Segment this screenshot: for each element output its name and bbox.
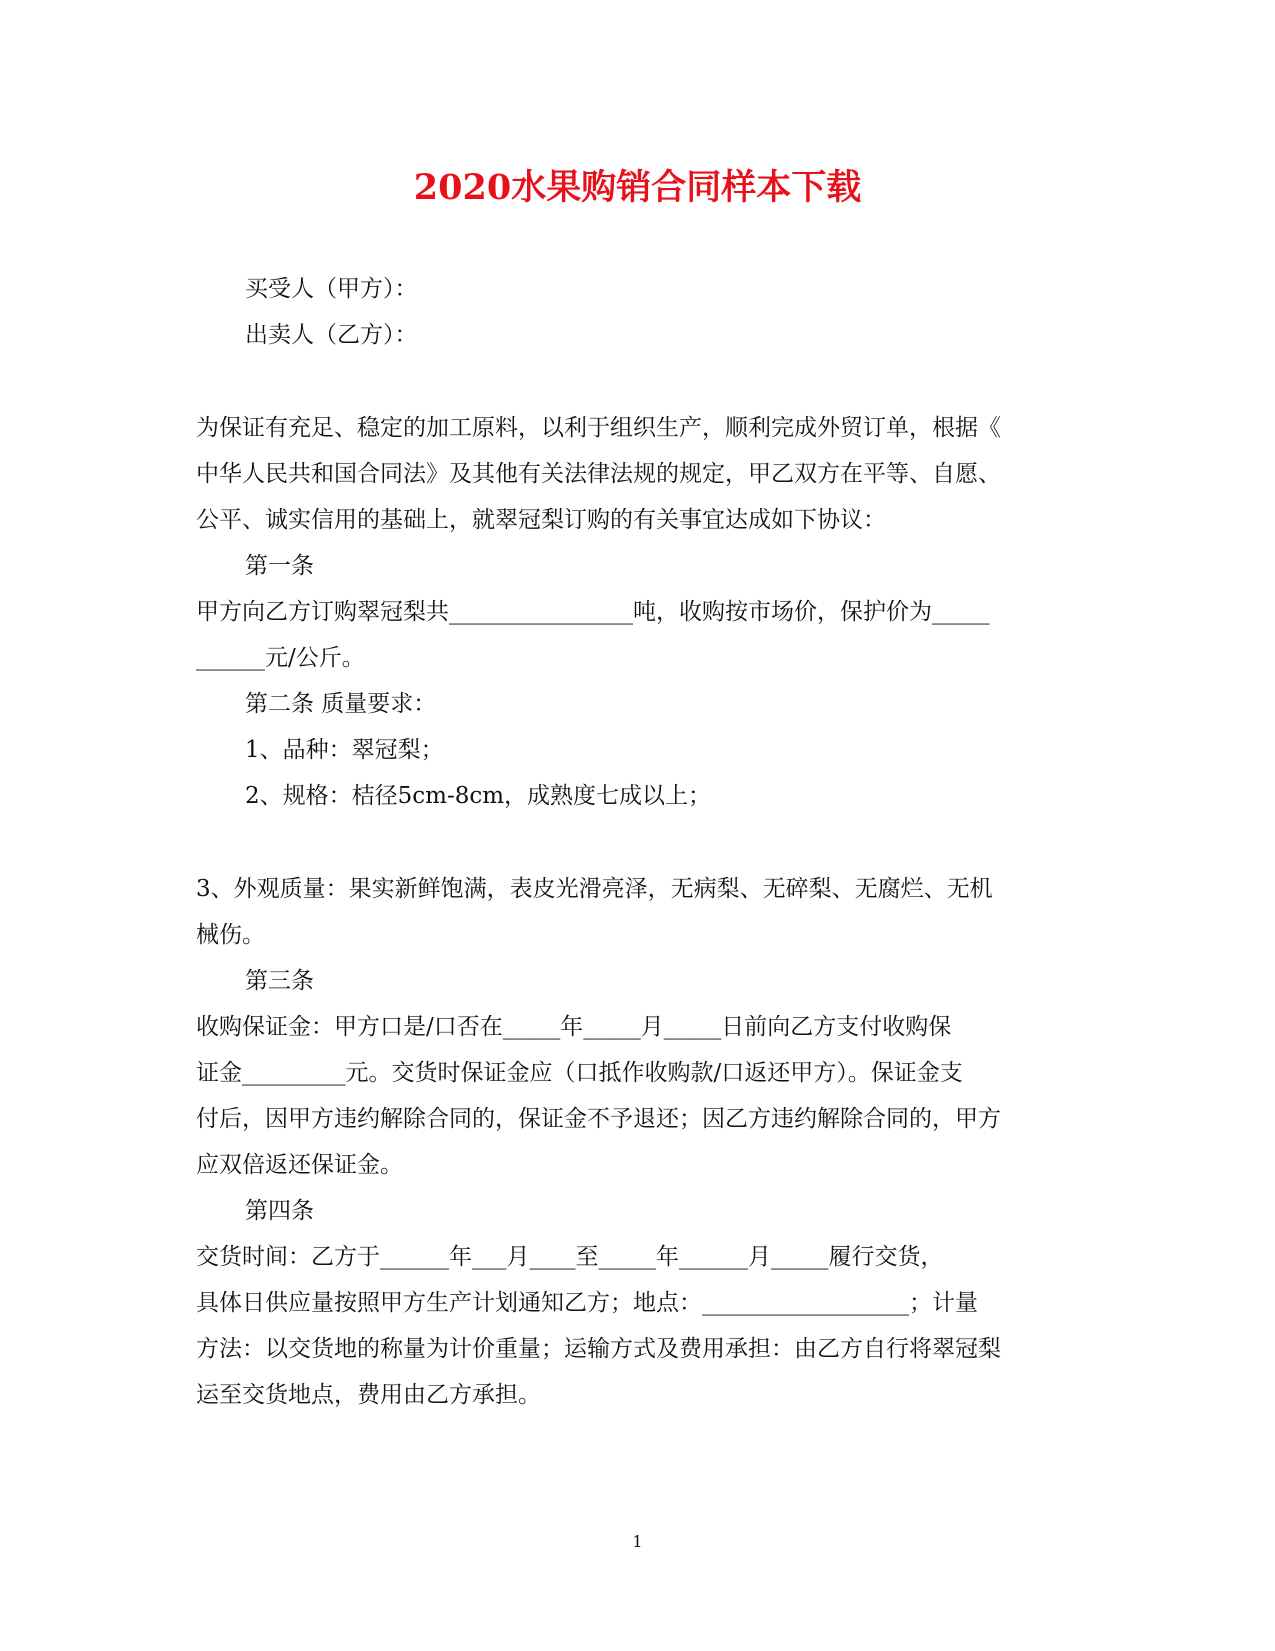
article-4-heading: 第四条 <box>245 1198 314 1224</box>
article-2-item-2: 2、规格：桔径5cm-8cm，成熟度七成以上； <box>245 783 712 809</box>
document-title: 2020水果购销合同样本下载 <box>413 167 862 208</box>
article-1-line-2: ______元/公斤。 <box>196 645 365 671</box>
preamble-line-2: 中华人民共和国合同法》及其他有关法律法规的规定，甲乙双方在平等、自愿、 <box>196 461 1001 487</box>
article-2-item-3-line-2: 械伤。 <box>196 922 265 948</box>
article-1-heading: 第一条 <box>245 553 314 579</box>
article-2-item-1: 1、品种：翠冠梨； <box>245 737 444 763</box>
article-3-heading: 第三条 <box>245 968 314 994</box>
page-number: 1 <box>632 1532 643 1551</box>
article-2-item-3-line-1: 3、外观质量：果实新鲜饱满，表皮光滑亮泽，无病梨、无碎梨、无腐烂、无机 <box>196 876 993 902</box>
seller-line: 出卖人（乙方）： <box>245 322 418 348</box>
article-4-line-3: 方法：以交货地的称量为计价重量；运输方式及费用承担：由乙方自行将翠冠梨 <box>196 1336 1001 1362</box>
article-3-line-3: 付后，因甲方违约解除合同的，保证金不予退还；因乙方违约解除合同的，甲方 <box>196 1106 1001 1132</box>
article-4-line-2: 具体日供应量按照甲方生产计划通知乙方；地点：__________________；计量 <box>196 1290 978 1316</box>
article-4-line-1: 交货时间：乙方于______年___月____至_____年______月_____履行交货， <box>196 1244 944 1270</box>
article-3-line-1: 收购保证金：甲方口是/口否在_____年_____月_____日前向乙方支付收购保 <box>196 1014 952 1040</box>
preamble-line-3: 公平、诚实信用的基础上，就翠冠梨订购的有关事宜达成如下协议： <box>196 507 886 533</box>
article-3-line-2: 证金_________元。交货时保证金应（口抵作收购款/口返还甲方）。保证金支 <box>196 1060 963 1086</box>
preamble-line-1: 为保证有充足、稳定的加工原料，以利于组织生产，顺利完成外贸订单，根据《 <box>196 415 1001 441</box>
article-3-line-4: 应双倍返还保证金。 <box>196 1152 403 1178</box>
buyer-line: 买受人（甲方）： <box>245 276 418 302</box>
article-4-line-4: 运至交货地点，费用由乙方承担。 <box>196 1382 541 1408</box>
article-2-heading: 第二条 质量要求： <box>245 691 437 717</box>
article-1-line-1: 甲方向乙方订购翠冠梨共________________吨，收购按市场价，保护价为_____ <box>196 599 990 625</box>
